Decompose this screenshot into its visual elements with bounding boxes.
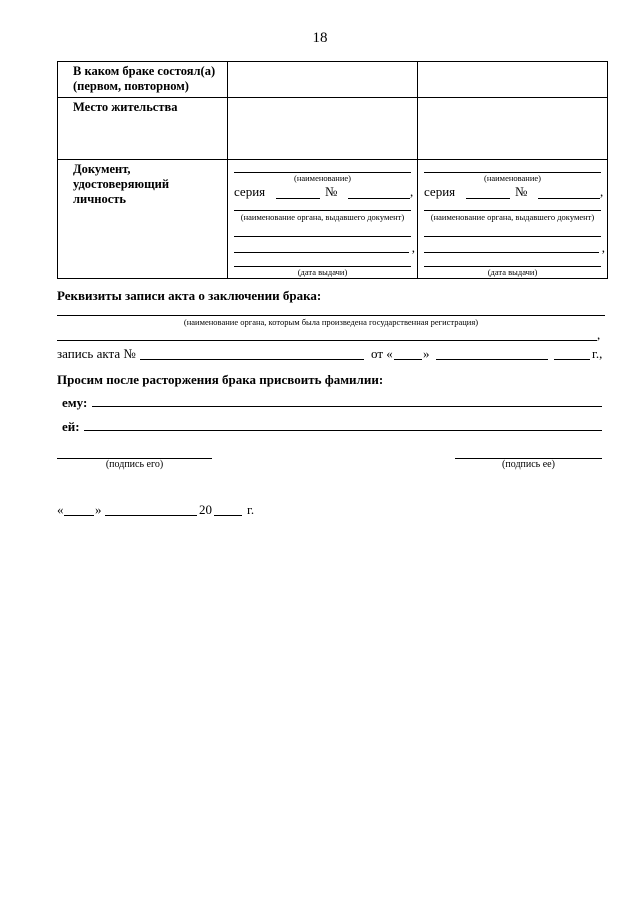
id-document-row	[58, 160, 608, 279]
id-document-husband-cell: (наименование) серия № , (наименование органа, выдавшего документ) , (дата выдачи)	[228, 160, 418, 279]
signature-her-caption: (подпись ее)	[502, 459, 555, 470]
number-label-husband: №	[325, 184, 338, 199]
date-month-field[interactable]	[105, 503, 197, 516]
issuer-caption-wife: (наименование органа, выдавшего документ)	[430, 212, 595, 222]
record-day-close-quote: »	[423, 346, 430, 361]
surname-him-label: ему:	[62, 395, 88, 410]
issuer-line-wife[interactable]	[424, 210, 601, 211]
id-document-label	[58, 160, 228, 279]
record-number-field[interactable]	[140, 347, 364, 360]
number-label-wife: №	[515, 184, 528, 199]
record-day-field[interactable]	[394, 347, 422, 360]
number-field-wife[interactable]	[538, 186, 600, 199]
date-open-quote: «	[57, 502, 64, 517]
surname-her-field[interactable]	[84, 418, 602, 431]
surnames-heading: Просим после расторжения брака присвоить фамилии:	[57, 372, 384, 387]
residence-husband-cell[interactable]	[228, 98, 418, 160]
number-field-husband[interactable]	[348, 186, 410, 199]
series-label-husband: серия	[234, 184, 266, 199]
registry-caption: (наименование органа, которым была произведена государственная регистрация)	[183, 317, 479, 327]
date-year-field[interactable]	[214, 503, 242, 516]
marital-status-wife-cell[interactable]	[418, 62, 608, 98]
series-label-wife: серия	[424, 184, 456, 199]
marital-status-label: В каком браке состоял(а) (первом, повторном)	[58, 62, 228, 98]
issuer-extra-line-1-wife[interactable]	[424, 236, 601, 237]
issue-date-caption-wife: (дата выдачи)	[487, 267, 538, 277]
record-month-field[interactable]	[436, 347, 548, 360]
issuer-extra-line-2-husband[interactable]	[234, 252, 409, 253]
residence-label: Место жительства	[58, 98, 228, 160]
surname-him-field[interactable]	[92, 394, 602, 407]
surname-her-label: ей:	[62, 419, 80, 434]
marriage-record-heading: Реквизиты записи акта о заключении брака:	[57, 288, 322, 303]
marital-status-row	[58, 62, 608, 98]
issuer-extra-line-1-husband[interactable]	[234, 236, 411, 237]
id-document-wife-cell: (наименование) серия № , (наименование органа, выдавшего документ) , (дата выдачи)	[418, 160, 608, 279]
record-year-suffix: г.,	[592, 346, 603, 361]
date-year-suffix: г.	[247, 502, 255, 517]
marital-status-husband-cell[interactable]	[228, 62, 418, 98]
series-field-husband[interactable]	[276, 186, 320, 199]
id-document-label-text: Документ, удостоверяющий личность	[73, 162, 170, 206]
date-century: 20	[199, 502, 212, 517]
registry-name-line[interactable]	[57, 315, 605, 316]
record-date-from-label: от «	[371, 346, 393, 361]
issuer-line-husband[interactable]	[234, 210, 411, 211]
registry-name-line-2[interactable]	[57, 340, 597, 341]
record-year-field[interactable]	[554, 347, 590, 360]
record-number-label: запись акта №	[57, 346, 136, 361]
issuer-extra-line-2-wife[interactable]	[424, 252, 599, 253]
date-day-field[interactable]	[64, 503, 94, 516]
issue-date-caption-husband: (дата выдачи)	[297, 267, 348, 277]
signature-his-caption: (подпись его)	[105, 459, 164, 470]
page-number: 18	[312, 30, 328, 46]
date-close-quote: »	[95, 502, 102, 517]
residence-wife-cell[interactable]	[418, 98, 608, 160]
series-field-wife[interactable]	[466, 186, 510, 199]
doc-name-caption-husband: (наименование)	[293, 173, 352, 183]
spouse-info-table	[57, 61, 608, 279]
residence-row	[58, 98, 608, 160]
issuer-caption-husband: (наименование органа, выдавшего документ)	[240, 212, 405, 222]
doc-name-caption-wife: (наименование)	[483, 173, 542, 183]
